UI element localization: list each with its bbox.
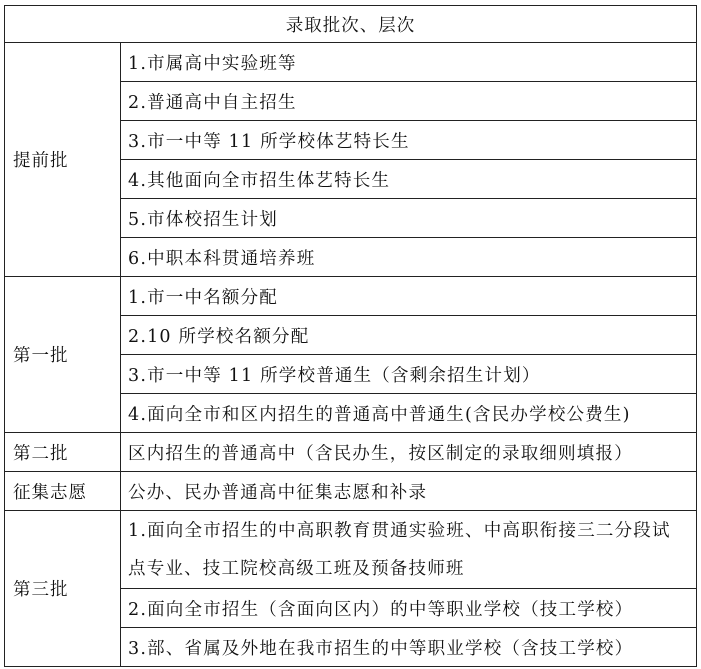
batch-item: 5.市体校招生计划 [121, 199, 697, 238]
batch-item: 3.市一中等 11 所学校普通生（含剩余招生计划） [121, 355, 697, 394]
admission-batch-table [4, 5, 697, 667]
batch-item: 4.面向全市和区内招生的普通高中普通生(含民办学校公费生) [121, 394, 697, 433]
batch-item: 区内招生的普通高中（含民办生，按区制定的录取细则填报） [121, 433, 697, 472]
batch-item: 6.中职本科贯通培养班 [121, 238, 697, 277]
batch-item: 3.部、省属及外地在我市招生的中等职业学校（含技工学校） [121, 628, 697, 667]
table-row [5, 277, 697, 316]
table-row [5, 511, 697, 589]
table-header: 录取批次、层次 [5, 6, 697, 43]
batch-item: 4.其他面向全市招生体艺特长生 [121, 160, 697, 199]
table-header-row [5, 6, 697, 43]
batch-item: 1.市一中名额分配 [121, 277, 697, 316]
batch-item: 2.普通高中自主招生 [121, 82, 697, 121]
table-row [5, 433, 697, 472]
batch-item: 2.10 所学校名额分配 [121, 316, 697, 355]
batch-item: 1.面向全市招生的中高职教育贯通实验班、中高职衔接三二分段试点专业、技工院校高级工班及预备技师班 [121, 511, 697, 589]
batch-category: 第一批 [5, 277, 121, 433]
table-row [5, 43, 697, 82]
batch-item: 公办、民办普通高中征集志愿和补录 [121, 472, 697, 511]
batch-category: 第三批 [5, 511, 121, 667]
table-row [5, 472, 697, 511]
batch-category: 征集志愿 [5, 472, 121, 511]
batch-category: 第二批 [5, 433, 121, 472]
batch-item: 1.市属高中实验班等 [121, 43, 697, 82]
batch-item: 2.面向全市招生（含面向区内）的中等职业学校（技工学校） [121, 589, 697, 628]
batch-item: 3.市一中等 11 所学校体艺特长生 [121, 121, 697, 160]
batch-category: 提前批 [5, 43, 121, 277]
